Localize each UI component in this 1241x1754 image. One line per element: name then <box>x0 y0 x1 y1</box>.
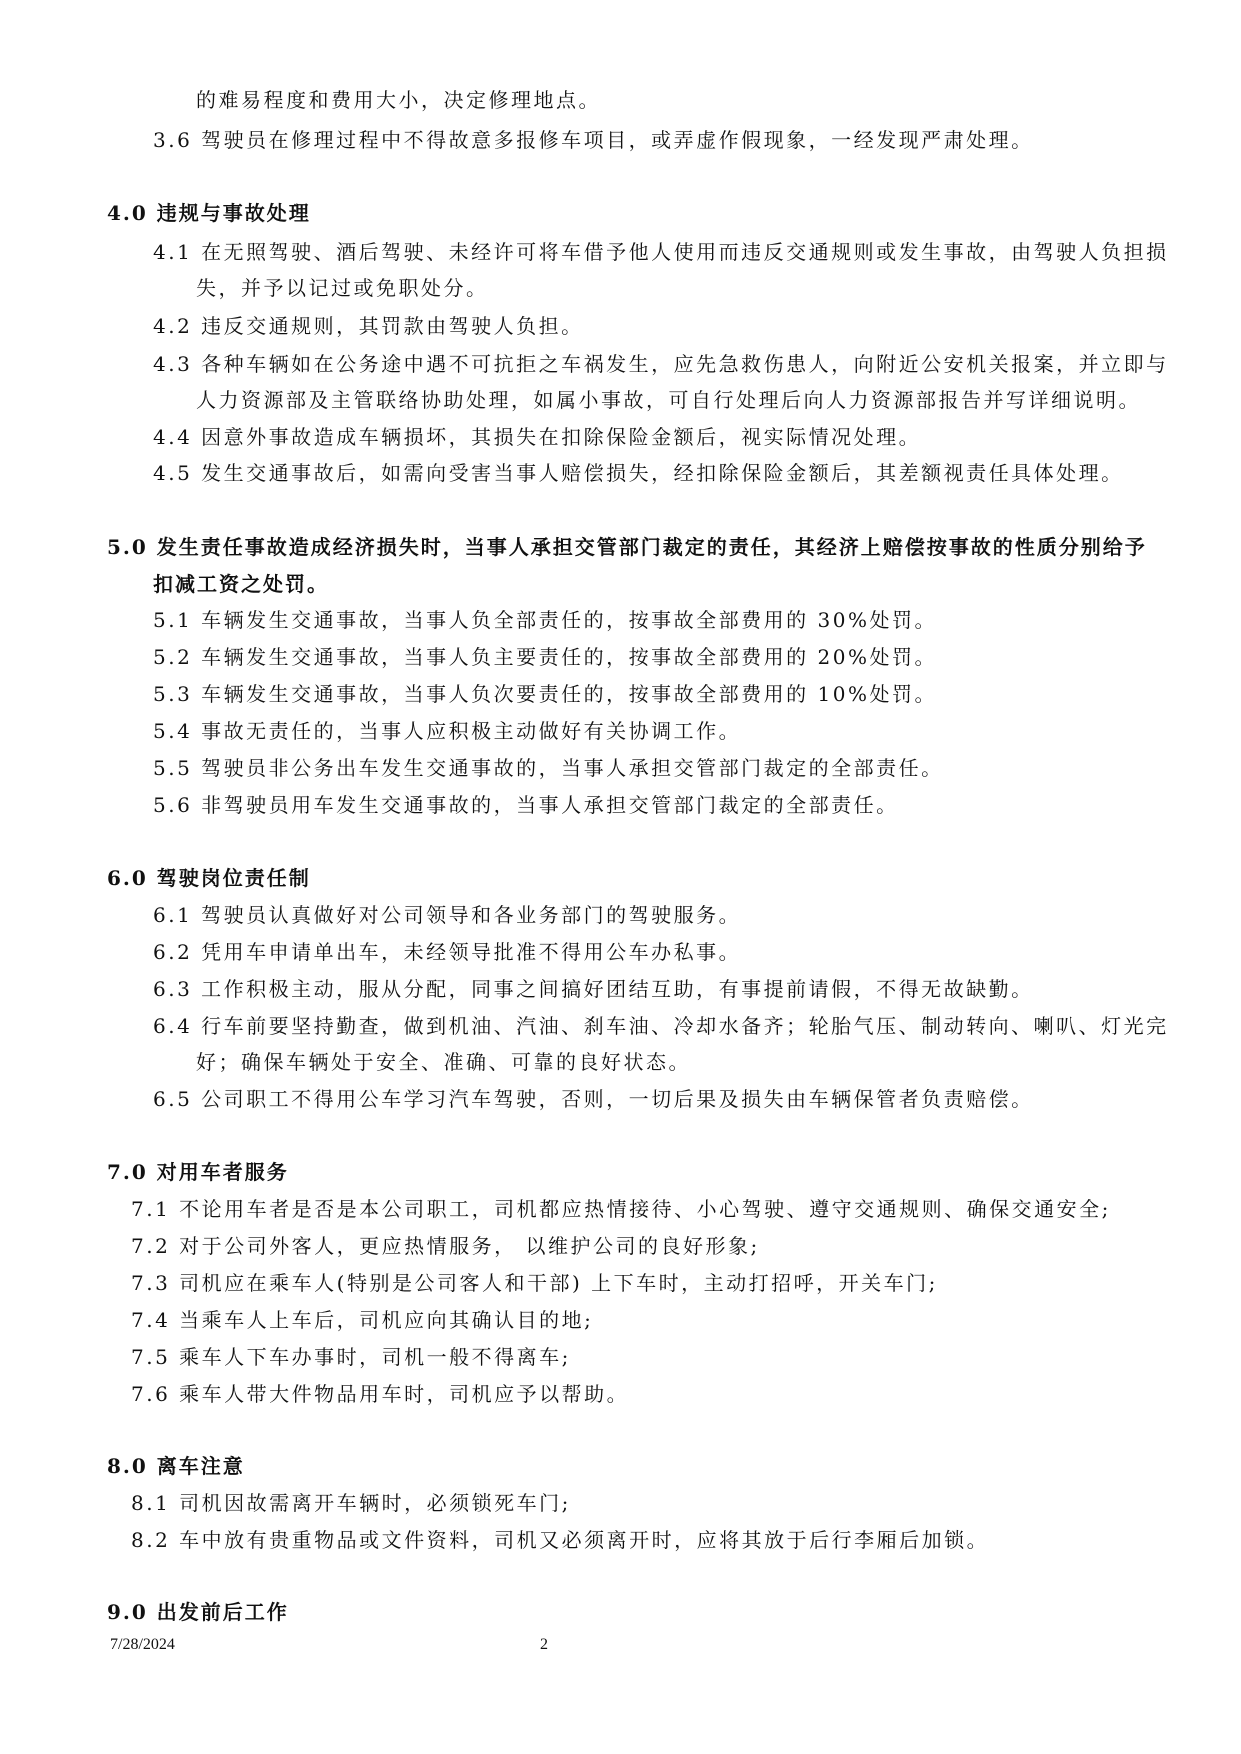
text-line: 6.1 驾驶员认真做好对公司领导和各业务部门的驾驶服务。 <box>153 903 742 927</box>
text-line: 7.6 乘车人带大件物品用车时，司机应予以帮助。 <box>131 1382 630 1406</box>
section-heading: 6.0 驾驶岗位责任制 <box>107 866 311 890</box>
text-line: 3.6 驾驶员在修理过程中不得故意多报修车项目，或弄虚作假现象，一经发现严肃处理。 <box>153 128 1034 152</box>
section-heading: 5.0 发生责任事故造成经济损失时，当事人承担交管部门裁定的责任，其经济上赔偿按事故的性质分别给予 <box>107 535 1147 559</box>
section-heading-cont: 扣减工资之处罚。 <box>153 572 329 596</box>
text-line: 失，并予以记过或免职处分。 <box>196 276 489 300</box>
section-heading: 7.0 对用车者服务 <box>107 1160 289 1184</box>
text-line: 4.5 发生交通事故后，如需向受害当事人赔偿损失，经扣除保险金额后，其差额视责任具体处理。 <box>153 461 1124 485</box>
section-heading: 8.0 离车注意 <box>107 1454 245 1478</box>
text-line: 7.2 对于公司外客人，更应热情服务， 以维护公司的良好形象; <box>131 1234 760 1258</box>
text-line: 6.2 凭用车申请单出车，未经领导批准不得用公车办私事。 <box>153 940 742 964</box>
text-line: 6.5 公司职工不得用公车学习汽车驾驶，否则，一切后果及损失由车辆保管者负责赔偿。 <box>153 1087 1034 1111</box>
text-line: 好；确保车辆处于安全、准确、可靠的良好状态。 <box>196 1050 691 1074</box>
text-line: 7.1 不论用车者是否是本公司职工，司机都应热情接待、小心驾驶、遵守交通规则、确保交通安全; <box>131 1197 1111 1221</box>
text-line: 6.4 行车前要坚持勤查，做到机油、汽油、刹车油、冷却水备齐；轮胎气压、制动转向、喇叭、灯光完 <box>153 1014 1169 1038</box>
text-line: 7.3 司机应在乘车人(特别是公司客人和干部) 上下车时，主动打招呼，开关车门; <box>131 1271 938 1295</box>
footer-date: 7/28/2024 <box>110 1636 175 1653</box>
text-line: 的难易程度和费用大小，决定修理地点。 <box>196 88 601 112</box>
text-line: 4.4 因意外事故造成车辆损坏，其损失在扣除保险金额后，视实际情况处理。 <box>153 425 922 449</box>
text-line: 5.3 车辆发生交通事故，当事人负次要责任的，按事故全部费用的 10%处罚。 <box>153 682 937 706</box>
section-heading: 9.0 出发前后工作 <box>107 1600 289 1624</box>
text-line: 6.3 工作积极主动，服从分配，同事之间搞好团结互助，有事提前请假，不得无故缺勤。 <box>153 977 1034 1001</box>
text-line: 5.1 车辆发生交通事故，当事人负全部责任的，按事故全部费用的 30%处罚。 <box>153 608 937 632</box>
text-line: 5.5 驾驶员非公务出车发生交通事故的，当事人承担交管部门裁定的全部责任。 <box>153 756 944 780</box>
text-line: 5.4 事故无责任的，当事人应积极主动做好有关协调工作。 <box>153 719 742 743</box>
section-heading: 4.0 违规与事故处理 <box>107 201 311 225</box>
text-line: 4.1 在无照驾驶、酒后驾驶、未经许可将车借予他人使用而违反交通规则或发生事故，由驾驶人负担损 <box>153 240 1169 264</box>
text-line: 人力资源部及主管联络协助处理，如属小事故，可自行处理后向人力资源部报告并写详细说明。 <box>196 388 1141 412</box>
text-line: 4.3 各种车辆如在公务途中遇不可抗拒之车祸发生，应先急救伤患人，向附近公安机关报案，并立即与 <box>153 352 1169 376</box>
text-line: 7.5 乘车人下车办事时，司机一般不得离车; <box>131 1345 571 1369</box>
text-line: 5.6 非驾驶员用车发生交通事故的，当事人承担交管部门裁定的全部责任。 <box>153 793 899 817</box>
footer-page-number: 2 <box>540 1636 548 1653</box>
text-line: 4.2 违反交通规则，其罚款由驾驶人负担。 <box>153 314 584 338</box>
text-line: 7.4 当乘车人上车后，司机应向其确认目的地; <box>131 1308 594 1332</box>
text-line: 8.1 司机因故需离开车辆时，必须锁死车门; <box>131 1491 571 1515</box>
text-line: 5.2 车辆发生交通事故，当事人负主要责任的，按事故全部费用的 20%处罚。 <box>153 645 937 669</box>
text-line: 8.2 车中放有贵重物品或文件资料，司机又必须离开时，应将其放于后行李厢后加锁。 <box>131 1528 990 1552</box>
